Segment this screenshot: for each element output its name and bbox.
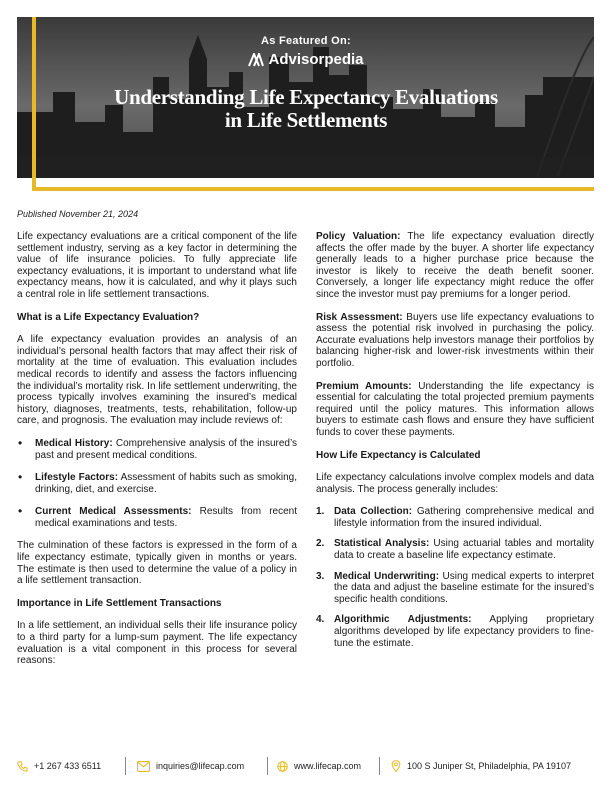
step-item bbox=[316, 614, 594, 649]
email-address: inquiries@lifecap.com bbox=[156, 761, 245, 771]
reason-text: Understanding the life expectancy is essential for calculating the total projected premium payments required until the policy matures. This information allows buyers to estimate cash flows and ensure they have sufficient funds to cover these payments. bbox=[316, 380, 594, 438]
list-item bbox=[17, 506, 297, 529]
list-item-term: Lifestyle Factors: bbox=[35, 472, 119, 484]
footer-address[interactable] bbox=[391, 758, 571, 774]
footer-divider bbox=[379, 757, 380, 775]
website-url: www.lifecap.com bbox=[294, 761, 362, 771]
paragraph: The culmination of these factors is expressed in the form of a life expectancy estimate, typically given in months or years. The estimate is then used to determine the value of a policy in a life settlement transaction. bbox=[17, 540, 297, 587]
brand-logo bbox=[0, 51, 612, 68]
paragraph: Life expectancy calculations involve complex models and data analysis. The process generally includes: bbox=[316, 472, 594, 495]
list-item bbox=[17, 472, 297, 495]
footer-contact-bar bbox=[17, 758, 594, 774]
step-text: Gathering comprehensive medical and lifestyle information from the insured individual. bbox=[334, 506, 595, 529]
step-text: Using medical experts to interpret the data and adjust the baseline estimate for the insured’s specific health conditions. bbox=[334, 570, 595, 605]
section-heading: How Life Expectancy is Calculated bbox=[316, 449, 481, 461]
featured-label: As Featured On: bbox=[260, 35, 352, 47]
step-term: Medical Underwriting: bbox=[334, 570, 440, 582]
title-line-2: in Life Settlements bbox=[224, 108, 388, 132]
reason-term: Risk Assessment: bbox=[316, 311, 403, 323]
step-text: Using actuarial tables and mortality data to create a baseline life expectancy estimate. bbox=[334, 538, 594, 562]
list-item-term: Current Medical Assessments: bbox=[35, 506, 192, 518]
phone-icon bbox=[17, 761, 28, 772]
list-item-text: Assessment of habits such as smoking, drinking, diet, and exercise. bbox=[35, 472, 297, 495]
street-address: 100 S Juniper St, Philadelphia, PA 19107 bbox=[407, 761, 571, 771]
section-heading: What is a Life Expectancy Evaluation? bbox=[17, 311, 200, 323]
footer-divider bbox=[267, 757, 268, 775]
reason-paragraph bbox=[316, 381, 594, 439]
step-term: Algorithmic Adjustments: bbox=[334, 614, 472, 626]
paragraph: A life expectancy evaluation provides an analysis of an individual’s personal health factors that may affect their risk of mortality at the time of evaluation. This evaluation includes medical records to identify and assess the factors influencing the individual’s mortality risk. In life settlement underwriting, the process typically involves examining the insured’s medical history, diagnoses, treatments, tests, rehabilitation, follow-up care, and prognosis. The evaluation may include reviews of: bbox=[17, 334, 297, 427]
step-term: Statistical Analysis: bbox=[334, 538, 430, 550]
section-heading: Importance in Life Settlement Transactions bbox=[17, 597, 222, 609]
globe-icon bbox=[277, 761, 288, 772]
phone-number: +1 267 433 6511 bbox=[34, 761, 102, 771]
step-item bbox=[316, 571, 594, 606]
step-number: 1. bbox=[316, 506, 325, 518]
step-text: Applying proprietary algorithms developed by life expectancy providers to fine-tune the estimate. bbox=[334, 614, 594, 649]
step-term: Data Collection: bbox=[334, 506, 413, 518]
list-item bbox=[17, 438, 297, 461]
step-item bbox=[316, 506, 594, 529]
footer-email[interactable] bbox=[137, 758, 244, 774]
reason-term: Premium Amounts: bbox=[316, 380, 412, 392]
reason-paragraph bbox=[316, 231, 594, 301]
title-line-1: Understanding Life Expectancy Evaluations bbox=[114, 85, 498, 109]
reason-paragraph bbox=[316, 312, 594, 370]
footer-divider bbox=[125, 757, 126, 775]
reason-term: Policy Valuation: bbox=[316, 231, 401, 242]
process-steps-list bbox=[316, 506, 594, 649]
brand-name: Advisorpedia bbox=[268, 51, 364, 68]
accent-bar-horizontal bbox=[32, 187, 594, 191]
review-list bbox=[17, 438, 297, 530]
step-number: 4. bbox=[316, 614, 325, 626]
paragraph: In a life settlement, an individual sells their life insurance policy to a third party for a lump-sum payment. The life expectancy evaluation is a vital component in this process for several reasons: bbox=[17, 620, 297, 667]
footer-website[interactable] bbox=[277, 758, 361, 774]
list-item-text: Comprehensive analysis of the insured’s past and present medical conditions. bbox=[35, 437, 297, 461]
list-item-term: Medical History: bbox=[35, 437, 113, 449]
published-date: Published November 21, 2024 bbox=[17, 209, 139, 219]
advisorpedia-logo-icon bbox=[248, 53, 264, 67]
location-pin-icon bbox=[391, 760, 401, 772]
footer-phone[interactable] bbox=[17, 758, 101, 774]
intro-paragraph: Life expectancy evaluations are a critical component of the life settlement industry, serving as a key factor in determining the value of life insurance policies. To fully appreciate life expectancy evaluations, it is important to understand what life expectancy means, how it is calculated, and why it plays such a central role in life settlement transactions. bbox=[17, 231, 297, 300]
email-icon bbox=[137, 761, 150, 772]
step-number: 2. bbox=[316, 538, 325, 550]
step-item bbox=[316, 538, 594, 561]
left-column bbox=[17, 231, 297, 678]
page-title bbox=[0, 86, 612, 132]
reason-text: Buyers use life expectancy evaluations to assess the potential risk involved in purchasing the policy. Accurate evaluations help investors manage their portfolios by balancing higher-risk and lower-risk investments within their portfolio. bbox=[316, 311, 594, 369]
right-column bbox=[316, 231, 594, 658]
list-item-text: Results from recent medical examinations and tests. bbox=[35, 506, 297, 529]
reason-text: The life expectancy evaluation directly affects the offer made by the buyer. A shorter life expectancy generally leads to a higher purchase price because the investor is likely to receive the death benefit sooner. Conversely, a longer life expectancy might reduce the offer since the investor must pay premiums for a longer period. bbox=[316, 231, 594, 300]
step-number: 3. bbox=[316, 570, 325, 582]
